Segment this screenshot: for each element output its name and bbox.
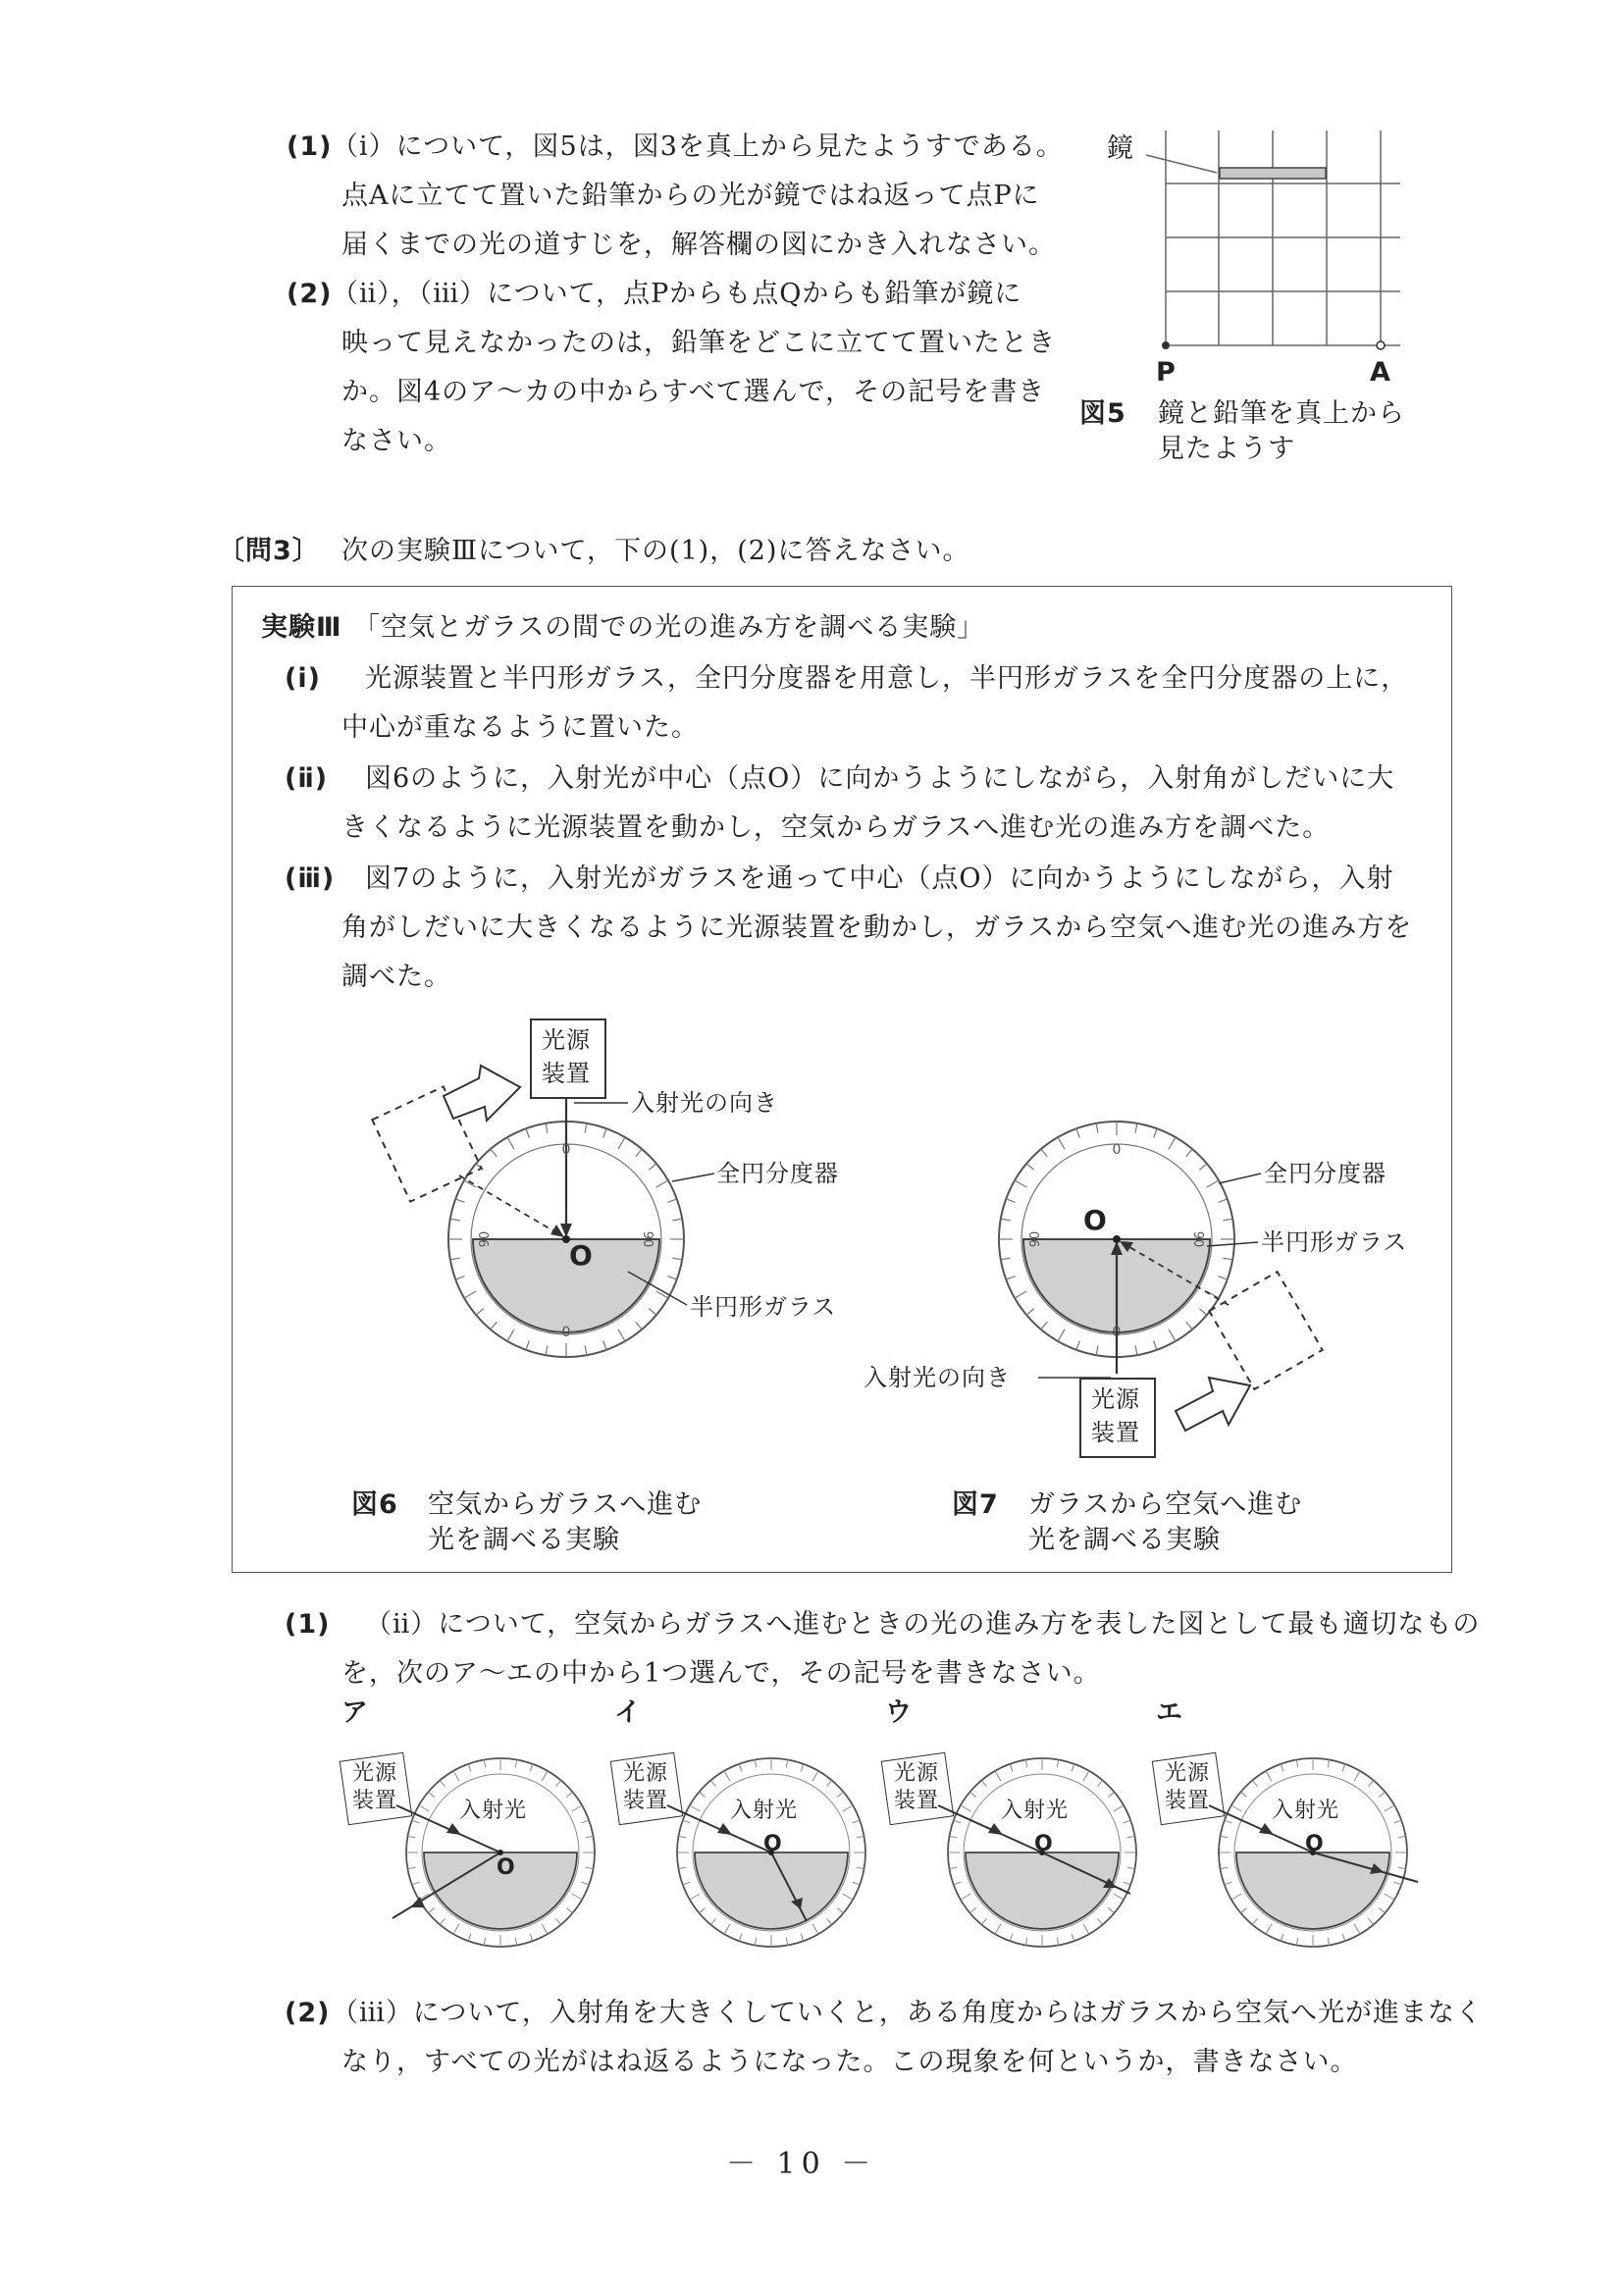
protractor-tick	[1225, 1882, 1232, 1885]
choice-i-label: イ	[614, 1697, 642, 1728]
step-2-line2: きくなるように光源装置を動かし，空気からガラスへ進む光の進み方を調べた。	[341, 812, 1331, 843]
protractor-tick	[542, 1924, 548, 1934]
protractor-tick	[1072, 1764, 1074, 1772]
protractor-tick	[961, 1894, 970, 1900]
choice-e-center: O	[1305, 1832, 1325, 1856]
protractor-tick	[586, 1867, 594, 1868]
protractor-tick	[440, 1918, 445, 1924]
step-1-line1: 光源装置と半円形ガラス，全円分度器を用意し，半円形ガラスを全円分度器の上に，	[365, 663, 1409, 694]
fig7-center-label: O	[1083, 1204, 1108, 1236]
protractor-tick	[699, 1792, 705, 1797]
protractor-tick	[484, 1938, 485, 1946]
protractor-tick	[1398, 1867, 1406, 1868]
protractor-tick	[843, 1805, 853, 1811]
protractor-tick	[453, 1771, 459, 1781]
choice-a-source-line1: 光源	[352, 1761, 398, 1786]
protractor-tick	[1354, 1771, 1360, 1781]
fig7-source-line2: 装置	[1091, 1419, 1140, 1446]
protractor-tick	[786, 1938, 787, 1946]
choice-e-source-line1: 光源	[1165, 1761, 1211, 1786]
protractor-tick	[556, 1918, 561, 1924]
choice-i-source-line1: 光源	[623, 1761, 669, 1786]
q3-item2-line2: なり，すべての光がはね返るようになった。この現象を何というか，書きなさい。	[341, 2047, 1358, 2077]
step-3-number: (ⅲ)	[285, 863, 336, 894]
protractor-tick	[801, 1764, 804, 1772]
protractor-tick	[1385, 1805, 1394, 1811]
fig6-source-line1: 光源	[542, 1026, 591, 1054]
fig6-tick-90-right: 90	[640, 1230, 654, 1248]
protractor-tick	[1328, 1759, 1329, 1767]
step-3-line2: 角がしだいに大きくなるように光源装置を動かし，ガラスから空気へ進む光の進み方を	[341, 913, 1413, 943]
protractor-tick	[586, 1836, 594, 1837]
protractor-tick	[1398, 1836, 1406, 1837]
protractor-tick	[837, 1908, 843, 1913]
protractor-tick	[1379, 1792, 1385, 1797]
protractor-tick	[566, 1908, 572, 1913]
choice-a-label: ア	[341, 1697, 369, 1728]
protractor-tick	[1114, 1805, 1124, 1811]
choice-e-source-line2: 装置	[1165, 1789, 1211, 1813]
protractor-tick	[1010, 1764, 1013, 1772]
protractor-tick	[786, 1759, 787, 1767]
protractor-tick	[440, 1780, 445, 1786]
protractor-tick	[1296, 1759, 1297, 1767]
protractor-tick	[1231, 1805, 1241, 1811]
fig6-incident-label: 入射光の向き	[631, 1089, 778, 1117]
choice-a-incident: 入射光	[459, 1799, 528, 1823]
fig7-glass-label: 半円形ガラス	[1261, 1228, 1408, 1256]
protractor-tick	[981, 1780, 986, 1786]
protractor-tick	[1281, 1764, 1283, 1772]
choice-u-incident: 入射光	[1001, 1799, 1070, 1823]
fig6-glass-label: 半円形ガラス	[690, 1293, 837, 1321]
protractor-tick	[515, 1938, 516, 1946]
protractor-tick	[1108, 1792, 1114, 1797]
protractor-tick	[1354, 1924, 1360, 1934]
protractor-tick	[690, 1805, 700, 1811]
fig7-caption-number: 図7	[952, 1489, 999, 1520]
protractor-tick	[812, 1771, 818, 1781]
protractor-tick	[690, 1894, 700, 1900]
protractor-tick	[1394, 1882, 1402, 1885]
protractor-tick	[724, 1771, 730, 1781]
q3-item2-number: (2)	[285, 1998, 331, 2028]
protractor-tick	[1124, 1820, 1131, 1823]
protractor-tick	[572, 1894, 582, 1900]
protractor-tick	[407, 1867, 415, 1868]
protractor-tick	[683, 1882, 691, 1885]
protractor-tick	[407, 1836, 415, 1837]
step-2-number: (ⅱ)	[285, 763, 329, 794]
q3-header: 〔問3〕	[218, 536, 320, 566]
protractor-tick	[969, 1792, 975, 1797]
step-1-number: (ⅰ)	[285, 663, 321, 694]
protractor-tick	[1240, 1908, 1246, 1913]
step-3-line3: 調べた。	[341, 962, 451, 992]
protractor-tick	[827, 1780, 832, 1786]
protractor-tick	[1252, 1780, 1257, 1786]
protractor-tick	[1231, 1894, 1241, 1900]
protractor-tick	[530, 1934, 533, 1942]
choice-u-center: O	[1034, 1832, 1054, 1856]
experiment-label: 実験Ⅲ	[261, 612, 342, 643]
protractor-tick	[827, 1918, 832, 1924]
choice-e-incident: 入射光	[1272, 1799, 1340, 1823]
protractor-tick	[572, 1805, 582, 1811]
q2-item2-line1: （ⅱ），（ⅲ）について，点Pからも点Qからも鉛筆が鏡に	[332, 279, 1022, 309]
protractor-tick	[1083, 1924, 1089, 1934]
fig7-tick-0-top: 0	[1112, 1142, 1122, 1158]
protractor-tick	[515, 1759, 516, 1767]
fig6-caption-line2: 光を調べる実験	[428, 1525, 620, 1555]
protractor-tick	[1385, 1894, 1394, 1900]
fig7-source-line1: 光源	[1091, 1385, 1140, 1413]
protractor-tick	[1127, 1867, 1135, 1868]
protractor-tick	[710, 1780, 715, 1786]
q2-item1-number: (1)	[287, 131, 333, 162]
protractor-tick	[1098, 1918, 1103, 1924]
protractor-tick	[1124, 1882, 1131, 1885]
choice-u-label: ウ	[885, 1697, 913, 1728]
protractor-tick	[961, 1805, 970, 1811]
protractor-tick	[857, 1867, 864, 1868]
q3-item2-line1: （ⅲ）について，入射角を大きくしていくと，ある角度からはガラスから空気へ光が進まなく	[332, 1998, 1484, 2028]
q2-item2-line2: 映って見えなかったのは，鉛筆をどこに立てて置いたとき	[341, 328, 1056, 358]
fig7-tick-90-left: 90	[1028, 1230, 1043, 1248]
protractor-tick	[801, 1934, 804, 1942]
q2-item1-line2: 点Aに立てて置いた鉛筆からの光が鏡ではね返って点Pに	[341, 181, 1040, 211]
protractor-tick	[1025, 1938, 1026, 1946]
fig5-point-p-label: P	[1156, 357, 1177, 388]
choice-a-center: O	[497, 1855, 516, 1880]
protractor-tick	[1108, 1908, 1114, 1913]
protractor-tick	[530, 1764, 533, 1772]
q2-item2-line3: か。図4のア～カの中からすべて選んで，その記号を書き	[341, 377, 1046, 407]
protractor-tick	[1057, 1938, 1058, 1946]
protractor-tick	[1379, 1908, 1385, 1913]
protractor-tick	[853, 1820, 861, 1823]
protractor-tick	[837, 1792, 843, 1797]
protractor-tick	[556, 1780, 561, 1786]
protractor-tick	[1266, 1924, 1272, 1934]
choice-u-source-line1: 光源	[894, 1761, 940, 1786]
fig5-caption-number: 図5	[1079, 398, 1126, 429]
protractor-tick	[853, 1882, 861, 1885]
protractor-tick	[1225, 1820, 1232, 1823]
protractor-tick	[1098, 1780, 1103, 1786]
protractor-tick	[468, 1764, 471, 1772]
protractor-tick	[1240, 1792, 1246, 1797]
protractor-tick	[969, 1908, 975, 1913]
protractor-tick	[1114, 1894, 1124, 1900]
protractor-tick	[1281, 1934, 1283, 1942]
protractor-tick	[1252, 1918, 1257, 1924]
protractor-tick	[1296, 1938, 1297, 1946]
fig7-caption-line1: ガラスから空気へ進む	[1028, 1489, 1303, 1520]
protractor-tick	[1025, 1759, 1026, 1767]
q2-item1-line3: 届くまでの光の道すじを，解答欄の図にかき入れなさい。	[341, 230, 1056, 260]
protractor-tick	[428, 1792, 434, 1797]
fig5-mirror-label: 鏡	[1107, 133, 1134, 164]
fig6-center-label: O	[569, 1239, 594, 1272]
protractor-tick	[412, 1882, 420, 1885]
protractor-tick	[1010, 1934, 1013, 1942]
fig6-caption-number: 図6	[351, 1489, 398, 1520]
choice-a-diagram	[393, 1758, 595, 1947]
protractor-tick	[428, 1908, 434, 1913]
q3-item1-number: (1)	[285, 1609, 331, 1640]
q3-item1-line1: （ⅱ）について，空気からガラスへ進むときの光の進み方を表した図として最も適切なもの	[365, 1609, 1481, 1640]
protractor-tick	[566, 1792, 572, 1797]
protractor-tick	[1369, 1780, 1374, 1786]
protractor-tick	[1057, 1759, 1058, 1767]
protractor-tick	[995, 1771, 1001, 1781]
protractor-tick	[1266, 1771, 1272, 1781]
protractor-tick	[812, 1924, 818, 1934]
protractor-tick	[981, 1918, 986, 1924]
protractor-tick	[542, 1771, 548, 1781]
protractor-tick	[419, 1805, 429, 1811]
fig7-incident-label: 入射光の向き	[864, 1364, 1011, 1391]
protractor-tick	[1220, 1867, 1228, 1868]
fig6-tick-0-top: 0	[561, 1142, 571, 1158]
protractor-tick	[468, 1934, 471, 1942]
protractor-tick	[678, 1867, 686, 1868]
protractor-tick	[755, 1938, 756, 1946]
fig6-protractor-label: 全円分度器	[716, 1160, 839, 1187]
protractor-tick	[1342, 1764, 1345, 1772]
step-3-line1: 図7のように，入射光がガラスを通って中心（点O）に向かうようにしながら，入射	[365, 863, 1394, 894]
protractor-tick	[1127, 1836, 1135, 1837]
q2-item2-line4: なさい。	[341, 426, 451, 456]
choice-u-source-line2: 装置	[894, 1789, 940, 1813]
choice-i-incident: 入射光	[730, 1799, 799, 1823]
protractor-tick	[412, 1820, 420, 1823]
protractor-tick	[453, 1924, 459, 1934]
choice-i-source-line2: 装置	[623, 1789, 669, 1813]
fig7-protractor-label: 全円分度器	[1264, 1160, 1387, 1187]
choice-i-center: O	[763, 1832, 783, 1856]
protractor-tick	[724, 1924, 730, 1934]
protractor-tick	[1394, 1820, 1402, 1823]
q3-intro: 次の実験Ⅲについて，下の(1)，(2)に答えなさい。	[341, 536, 970, 566]
step-1-line2: 中心が重なるように置いた。	[341, 712, 699, 743]
q2-item2-number: (2)	[287, 279, 333, 309]
protractor-tick	[683, 1820, 691, 1823]
fig5-point-a-label: A	[1370, 357, 1391, 388]
choice-e-label: エ	[1156, 1697, 1183, 1728]
protractor-tick	[755, 1759, 756, 1767]
protractor-tick	[1369, 1918, 1374, 1924]
fig5-caption-line1: 鏡と鉛筆を真上から	[1158, 398, 1405, 429]
protractor-tick	[739, 1934, 742, 1942]
protractor-tick	[1220, 1836, 1228, 1837]
protractor-tick	[1342, 1934, 1345, 1942]
fig6-source-line2: 装置	[542, 1060, 591, 1087]
fig5-caption-line2: 見たようす	[1158, 434, 1295, 464]
fig6-caption-line1: 空気からガラスへ進む	[428, 1489, 703, 1520]
fig7-tick-90-right: 90	[1190, 1230, 1205, 1248]
protractor-tick	[949, 1836, 957, 1837]
choice-a-source-line2: 装置	[352, 1789, 398, 1813]
protractor-tick	[739, 1764, 742, 1772]
protractor-tick	[1328, 1938, 1329, 1946]
protractor-tick	[1083, 1771, 1089, 1781]
q3-item1-line2: を，次のア～エの中から1つ選んで，その記号を書きなさい。	[341, 1658, 1101, 1689]
protractor-tick	[582, 1882, 590, 1885]
experiment-title: 「空気とガラスの間での光の進み方を調べる実験」	[353, 612, 985, 643]
protractor-tick	[954, 1820, 962, 1823]
protractor-tick	[678, 1836, 686, 1837]
page-number: － 10 －	[726, 2147, 877, 2181]
fig7-tick-0-bottom: 0	[1112, 1325, 1122, 1340]
q2-item1-line1: （ⅰ）について，図5は，図3を真上から見たようすである。	[332, 131, 1064, 162]
protractor-tick	[710, 1918, 715, 1924]
fig6-tick-90-left: 90	[478, 1230, 493, 1248]
protractor-tick	[484, 1759, 485, 1767]
protractor-tick	[995, 1924, 1001, 1934]
fig6-tick-0-bottom: 0	[561, 1325, 571, 1340]
protractor-tick	[954, 1882, 962, 1885]
protractor-tick	[857, 1836, 864, 1837]
fig7-caption-line2: 光を調べる実験	[1028, 1525, 1221, 1555]
protractor-tick	[1072, 1934, 1074, 1942]
protractor-tick	[699, 1908, 705, 1913]
protractor-tick	[949, 1867, 957, 1868]
step-2-line1: 図6のように，入射光が中心（点O）に向かうようにしながら，入射角がしだいに大	[365, 763, 1395, 794]
protractor-tick	[843, 1894, 853, 1900]
protractor-tick	[582, 1820, 590, 1823]
